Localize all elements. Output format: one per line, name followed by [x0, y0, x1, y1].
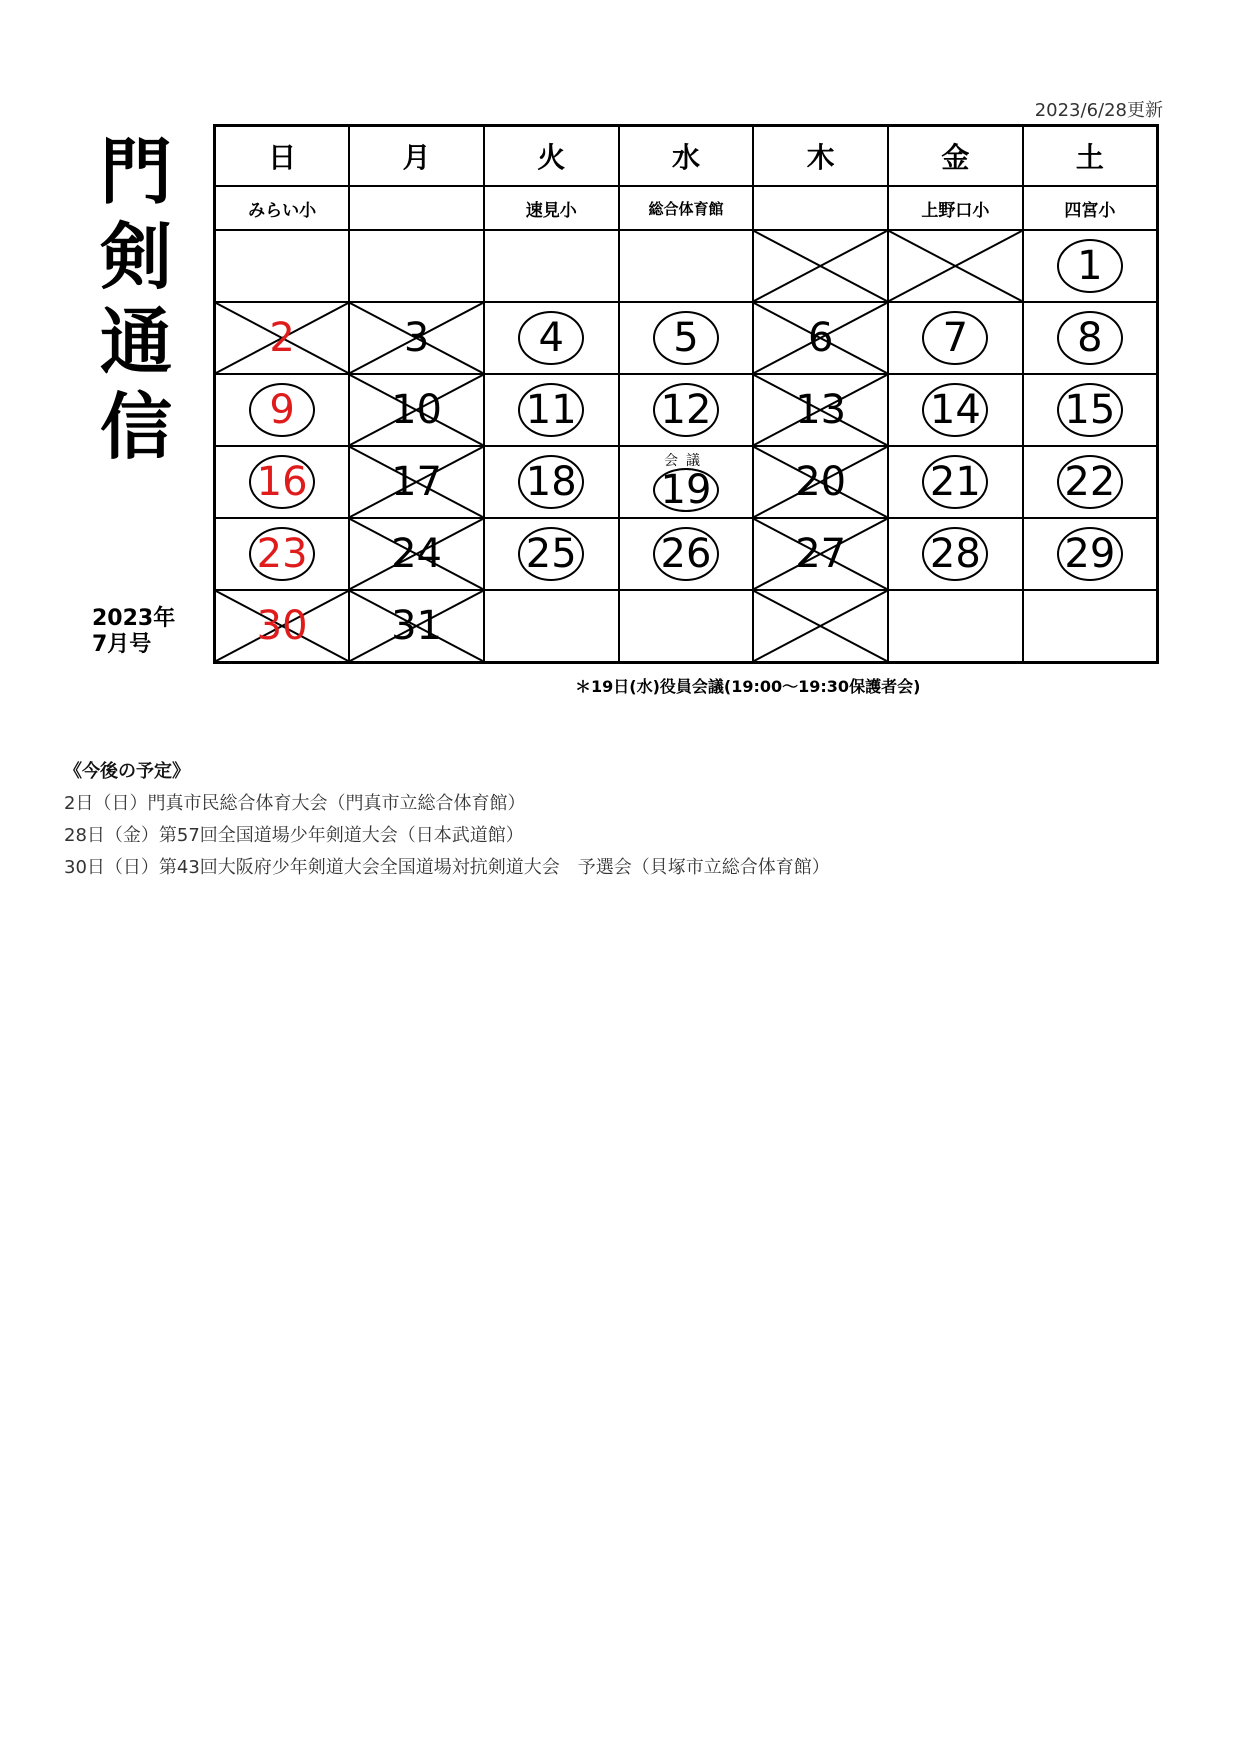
day-cell	[1023, 230, 1158, 302]
day-cell	[753, 518, 888, 590]
day-cell	[888, 374, 1023, 446]
practice-day-number: 4	[518, 311, 584, 365]
practice-day-number: 21	[922, 455, 988, 509]
issue-label	[92, 606, 175, 658]
practice-day-number: 23	[249, 527, 315, 581]
meeting-label: 会議	[663, 453, 708, 469]
day-number: 6	[807, 315, 834, 361]
day-cell	[753, 302, 888, 374]
practice-day-number: 9	[249, 383, 315, 437]
no-practice-cross-icon	[754, 591, 887, 661]
day-cell	[349, 518, 484, 590]
practice-day-number: 22	[1057, 455, 1123, 509]
day-cell	[1023, 302, 1158, 374]
practice-day-number: 28	[922, 527, 988, 581]
weekday-header: 土	[1023, 126, 1158, 187]
day-cell	[349, 374, 484, 446]
issue-month: 7月号	[92, 632, 152, 657]
day-cell	[215, 518, 350, 590]
practice-day-number: 29	[1057, 527, 1123, 581]
day-cell	[484, 374, 619, 446]
day-cell	[215, 374, 350, 446]
practice-day-number: 5	[653, 311, 719, 365]
venue-cell	[753, 186, 888, 230]
day-cell	[215, 302, 350, 374]
day-cell	[215, 446, 350, 518]
day-cell	[349, 446, 484, 518]
day-number: 30	[256, 603, 308, 649]
venue-cell: みらい小	[215, 186, 350, 230]
day-cell	[215, 230, 350, 302]
day-cell	[1023, 590, 1158, 663]
day-cell	[484, 446, 619, 518]
day-number: 27	[795, 531, 847, 577]
day-number: 10	[391, 387, 442, 433]
practice-day-number: 8	[1057, 311, 1123, 365]
practice-day-number: 7	[922, 311, 988, 365]
day-cell	[888, 230, 1023, 302]
day-number: 3	[403, 315, 430, 361]
day-cell	[484, 230, 619, 302]
day-cell	[349, 590, 484, 663]
day-cell	[753, 374, 888, 446]
title-char: 信	[99, 385, 172, 469]
day-cell	[888, 590, 1023, 663]
venue-cell: 四宮小	[1023, 186, 1158, 230]
venue-cell: 総合体育館	[619, 186, 754, 230]
day-cell	[888, 302, 1023, 374]
day-cell	[484, 518, 619, 590]
day-cell	[619, 446, 754, 518]
week-row	[215, 590, 1158, 663]
upcoming-schedule	[64, 756, 830, 884]
day-number: 24	[391, 531, 442, 577]
day-cell	[1023, 374, 1158, 446]
practice-day-number: 12	[653, 383, 719, 437]
day-cell	[215, 590, 350, 663]
day-cell	[349, 302, 484, 374]
day-number: 2	[269, 315, 295, 361]
practice-day-number: 14	[922, 383, 988, 437]
updated-date: 2023/6/28更新	[1034, 100, 1163, 121]
week-row	[215, 518, 1158, 590]
day-number: 31	[391, 603, 442, 649]
weekday-header: 日	[215, 126, 350, 187]
day-cell	[484, 302, 619, 374]
no-practice-cross-icon	[754, 231, 887, 301]
day-cell	[619, 302, 754, 374]
week-row	[215, 302, 1158, 374]
issue-year: 2023年	[92, 606, 176, 631]
day-cell	[888, 518, 1023, 590]
day-cell	[1023, 446, 1158, 518]
day-cell	[753, 590, 888, 663]
title-char: 通	[99, 300, 172, 384]
weekday-header: 水	[619, 126, 754, 187]
day-cell	[619, 590, 754, 663]
day-cell	[888, 446, 1023, 518]
practice-day-number: 11	[518, 383, 584, 437]
practice-day-number: 18	[518, 455, 584, 509]
practice-day-number: 1	[1057, 239, 1123, 293]
day-cell	[484, 590, 619, 663]
day-cell	[619, 518, 754, 590]
schedule-item: 2日（日）門真市民総合体育大会（門真市立総合体育館）	[64, 793, 526, 814]
venue-cell: 上野口小	[888, 186, 1023, 230]
schedule-heading: 《今後の予定》	[64, 761, 190, 782]
practice-calendar	[213, 124, 1159, 664]
practice-day-number: 19	[653, 468, 719, 512]
title-char: 門	[99, 130, 172, 214]
meeting-note: ＊19日(水)役員会議(19:00～19:30保護者会)	[575, 677, 921, 696]
weekday-header: 月	[349, 126, 484, 187]
weekday-header: 金	[888, 126, 1023, 187]
weekday-header: 火	[484, 126, 619, 187]
no-practice-cross-icon	[889, 231, 1022, 301]
practice-day-number: 26	[653, 527, 719, 581]
day-cell	[1023, 518, 1158, 590]
day-cell	[619, 374, 754, 446]
practice-day-number: 15	[1057, 383, 1123, 437]
practice-day-number: 25	[518, 527, 584, 581]
week-row	[215, 230, 1158, 302]
title-char: 剣	[99, 215, 172, 299]
day-cell	[753, 446, 888, 518]
schedule-item: 28日（金）第57回全国道場少年剣道大会（日本武道館）	[64, 825, 524, 846]
day-cell	[619, 230, 754, 302]
newsletter-title	[94, 130, 178, 470]
venue-cell: 速見小	[484, 186, 619, 230]
day-number: 20	[795, 459, 847, 505]
day-cell	[349, 230, 484, 302]
schedule-item: 30日（日）第43回大阪府少年剣道大会全国道場対抗剣道大会 予選会（貝塚市立総合体育館）	[64, 857, 830, 878]
day-cell	[753, 230, 888, 302]
day-number: 13	[795, 387, 847, 433]
venue-cell	[349, 186, 484, 230]
practice-day-number: 16	[249, 455, 315, 509]
weekday-header: 木	[753, 126, 888, 187]
week-row	[215, 446, 1158, 518]
week-row	[215, 374, 1158, 446]
day-number: 17	[391, 459, 442, 505]
